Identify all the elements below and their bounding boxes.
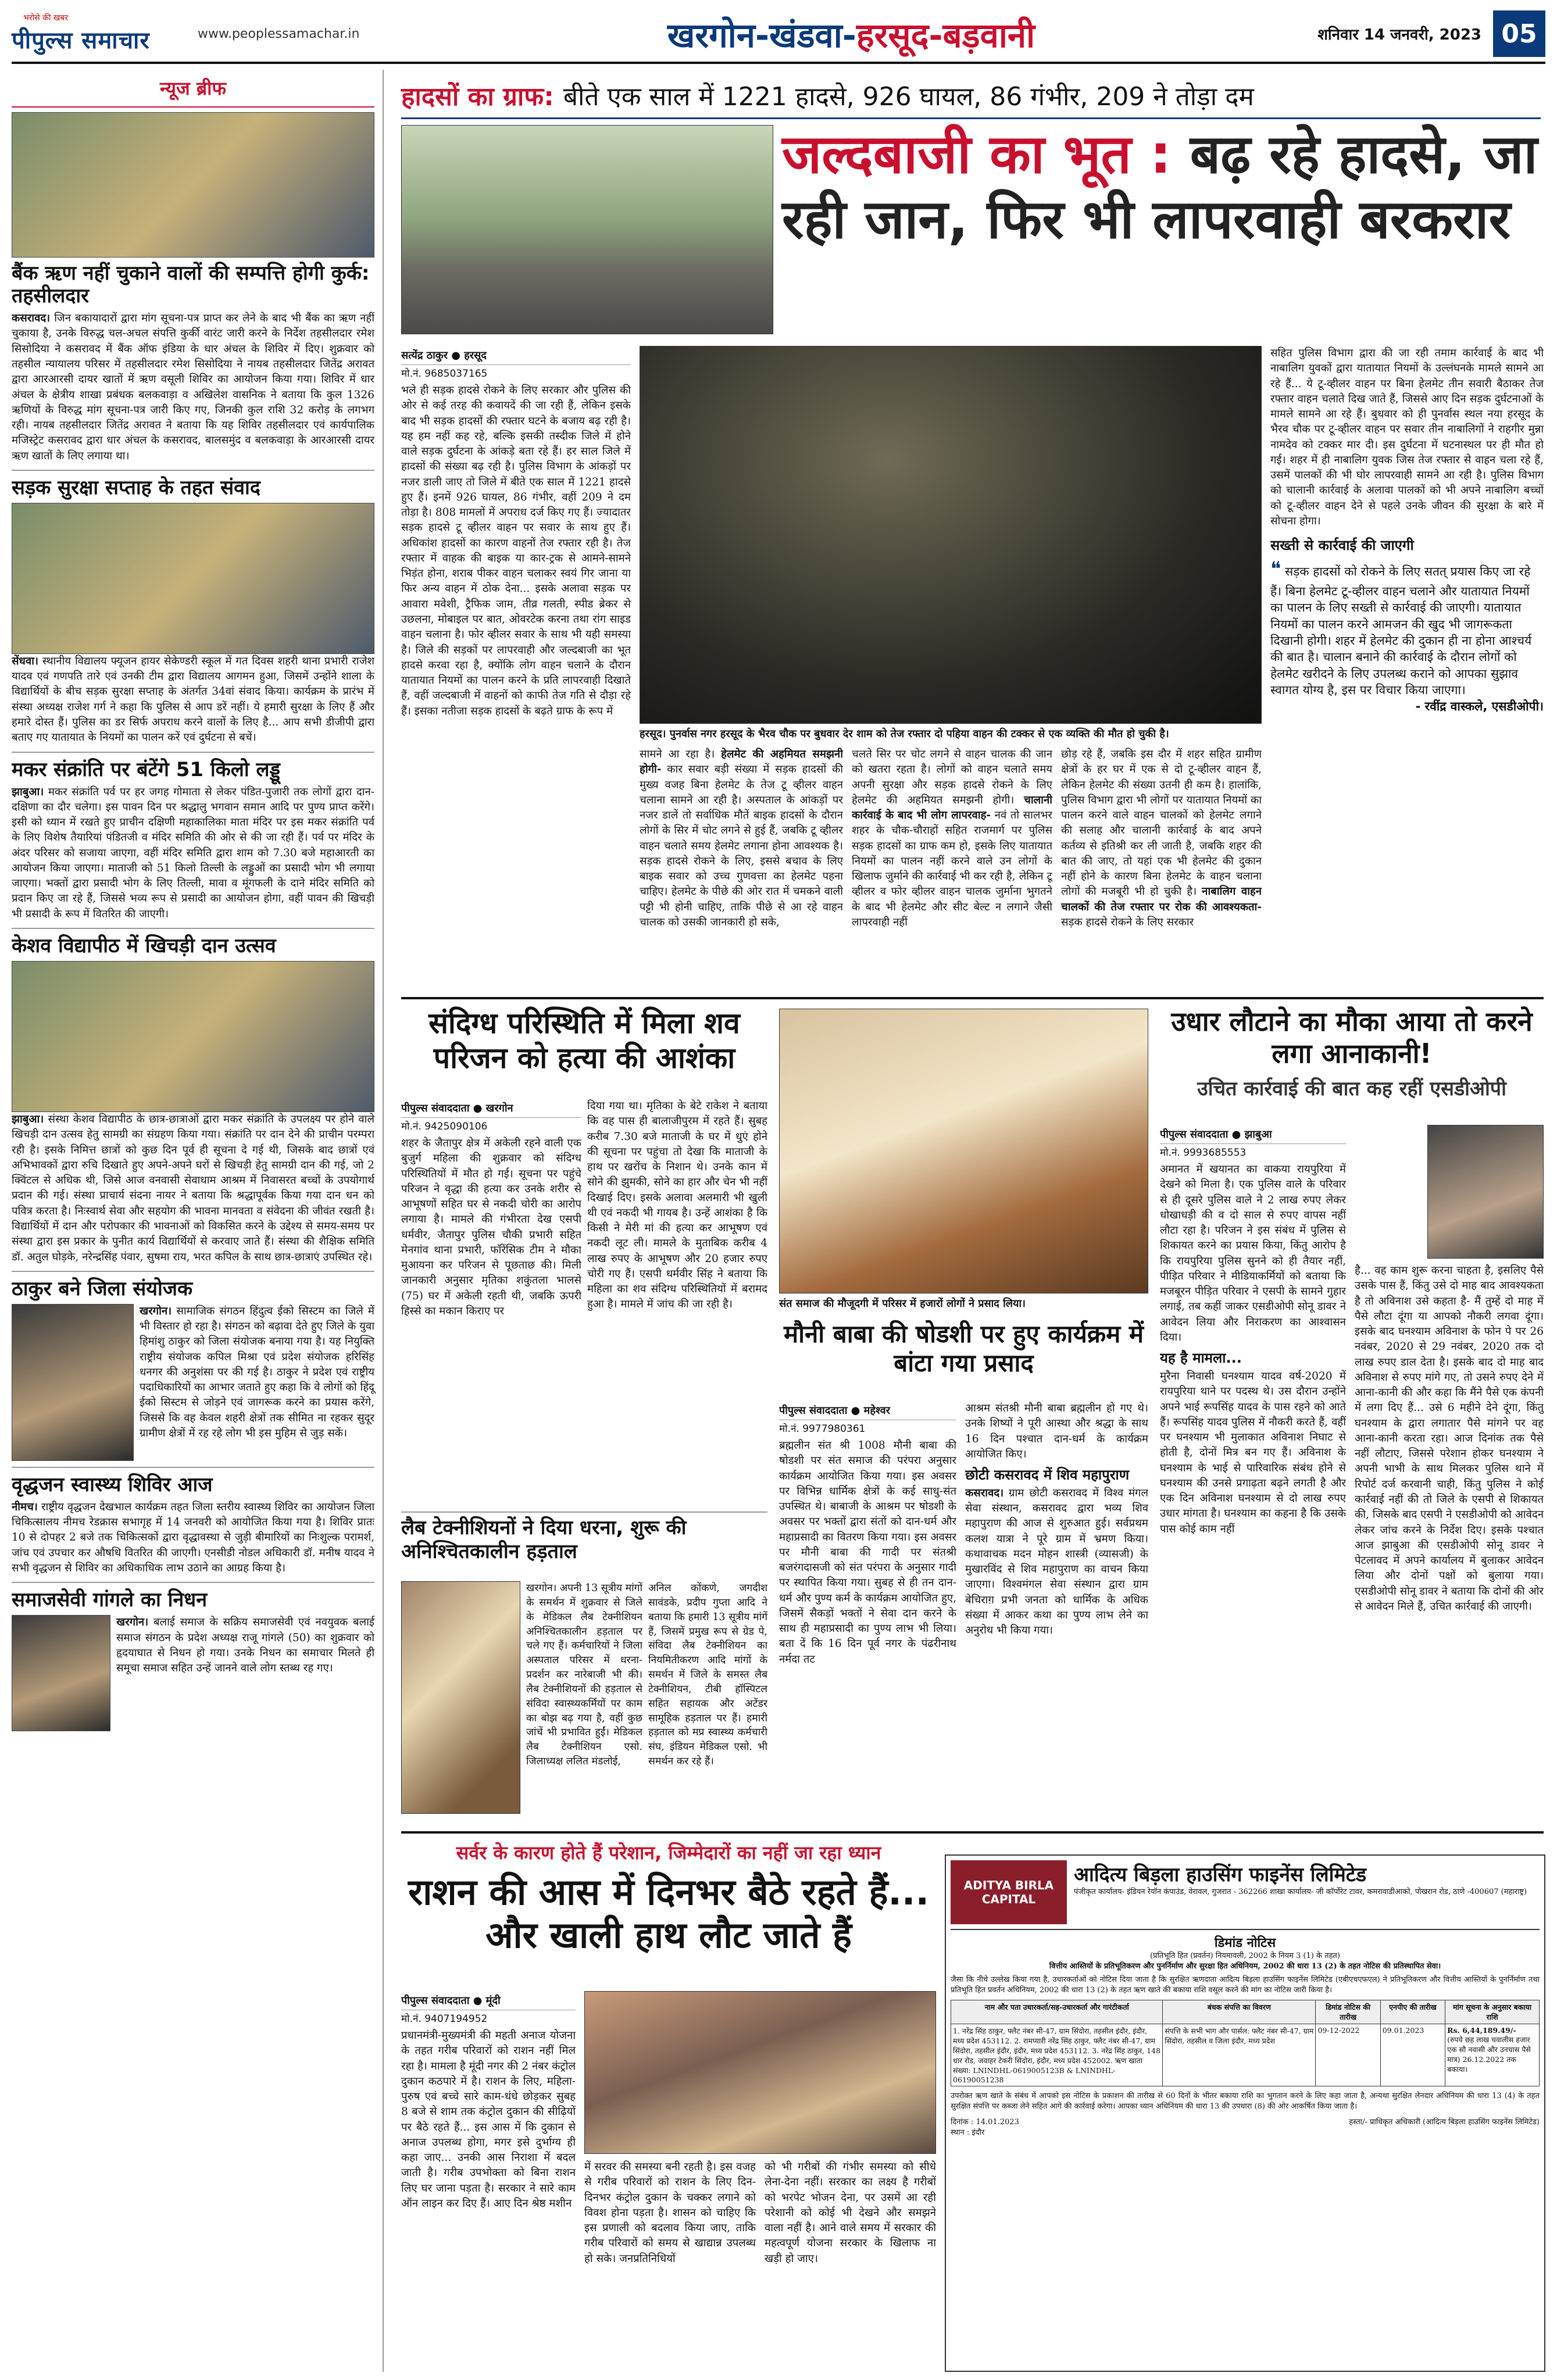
- text: छोड़ रहे हैं, जबकि इस दौर में शहर सहित ग्रामीण क्षेत्रों के हर घर में एक से दो टू-व्हीलर वाहन हैं, लेकिन हेलमेट की संख्या उतनी ही कम है। हालांकि, पुलिस विभाग द्वारा भी लोगों पर यातायात नियमों का पालन करने वाले वाहन चालकों को हेलमेट लगाने की सलाह और चालानी कार्रवाई के बाद अपने कर्तव्य से इतिश्री कर ली जाती है, जबकि शहर की बात की जाए, तो यहां एक भी हेलमेट की दुकान नहीं होने के कारण बिना हेलमेट के वाहन चलाना लोगों की मजबूरी भी हो चुकी है।: [1061, 748, 1262, 898]
- story-text: [965, 1486, 1148, 1639]
- story-text: को भी गरीबों की गंभीर समस्या को सीधे लेना-देना नहीं। सरकार का लक्ष्य है गरीबों को भरपेट भोजन देना, पर उसमें आ रही परेशानी को कोई भी देखने और समझने वाला नहीं है। आने वाले समय में सरकार की महत्वपूर्ण योजना सरकार के खिलाफ ना खड़ी हो जाए।: [765, 2161, 936, 2265]
- main-col-1: [401, 346, 631, 991]
- ad-footer: उपरोक्त ऋण खाते के संबंध में आपको इस नोटिस के प्रकाशन की तारीख से 60 दिनों के भीतर बकाया राशि का भुगतान करने के लिए कहा जाता है, अन्यथा सुरक्षित लेनदार अधिनियम की धारा 13 (4) के तहत सुरक्षित संपत्ति पर कब्जा लेने सहित आगे की कार्रवाई करेगा। आपका ध्यान अधिनियम की धारा 13 की उपधारा (8) की ओर आकर्षित किया जाता है।: [951, 2092, 1540, 2111]
- story-headline: संदिग्ध परिस्थिति में मिला शव परिजन को हत्या की आशंका: [428, 1006, 740, 1075]
- story-text: अनिल कोंकणे, जगदीश सावंडके, प्रदीप गुप्ता आदि ने बताया कि हमारी 13 सूत्रीय मांगें हैं, जिसमें प्रमुख रूप से ग्रेड पे, संविदा लैब टेक्नीशियन का नियमितीकरण आदि मांगों के समर्थन में जिले के समस्त लैब टेक्नीशियन, टीबी हॉस्पिटल सहित सहायक और अटेंडर सामूहिक हड़ताल पर हैं। हमारी हड़ताल को मप्र स्वास्थ्य कर्मचारी संघ, इंडियन मेडिकल एसो. भी समर्थन कर रहे हैं।: [648, 1582, 767, 1768]
- lab-photo-col: [401, 1581, 520, 1814]
- issue-date: शनिवार 14 जनवरी, 2023: [1317, 26, 1481, 44]
- divider: [12, 752, 374, 753]
- ad-date: दिनांक : 14.01.2023: [951, 2118, 1019, 2127]
- brief-photo-khichdi: [12, 961, 374, 1112]
- ad-sign: हस्ता/- प्राधिकृत अधिकारी (आदित्य बिड़ला हाउसिंग फाइनेंस लिमिटेड): [1349, 2118, 1540, 2127]
- story-text: अमानत में खयानत का वाकया रायपुरिया में देखने को मिला है। एक पुलिस वाले के परिवार से ही दूसरे पुलिस वाले ने 2 लाख रुपए लेकर धोखाधड़ी की व दो साल से रुपए वापस नहीं लौटा रहा है। परिजन ने इस संबंध में पुलिस से शिकायत करने का प्रयास किया, किंतु आरोप है कि रायपुरिया पुलिस सुनने को ही तैयार नहीं, पीड़ित परिवार ने मीडियाकर्मियों को बताया कि मजबूरन पीड़ित परिवार ने एसपी के सामने गुहार लगाई, तब कहीं जाकर एसडीओपी सोनू डावर ने आवेदन लिया और निराकरण का आश्वासन दिया।: [1160, 1163, 1346, 1343]
- headline-kicker: जल्दबाजी का भूत :: [782, 123, 1172, 185]
- newspaper-logo[interactable]: [12, 10, 186, 57]
- text: सामने आ रहा है।: [640, 748, 715, 760]
- brief-headline: केशव विद्यापीठ में खिचड़ी दान उत्सव: [12, 934, 276, 958]
- divider: [12, 1467, 374, 1468]
- ad-address: पंजीकृत कार्यालय- इंडियन रेयॉन कंपाउंड, वेरावल, गुजरात - 362266 शाखा कार्यालय- जी कॉर्पोरेट टावर, कमरावाडीआको, पोखरान रोड, ठाणे -400607 (महाराष्ट्र): [1074, 1888, 1527, 1896]
- story-text: प्रधानमंत्री-मुख्यमंत्री की महती अनाज योजना के तहत गरीब परिवारों को राशन नहीं मिल रहा है। मामला है मूंदी नगर की 2 नंबर कंट्रोल दुकान कठपारे में है। राशन के लिए, महिला-पुरुष एवं बच्चे सारे काम-धंधे छोड़कर सुबह 8 बजे से शाम तक कंट्रोल दुकान की सीढ़ियों पर बैठे रहते हैं... इस आस में कि दुकान से अनाज उपलब्ध होगा, मगर इसे दुर्भाग्य ही कहा जाए... उनकी आस निराशा में बदल जाती है। गरीब उपभोक्ता को बिना राशन लिए घर जाना पड़ता है। सरकार ने सारे काम ऑन लाइन कर दिए हैं। आए दिन श्रेष्ठ मशीन: [401, 2029, 576, 2210]
- ad-city: स्थान : इंदौर: [951, 2128, 985, 2137]
- byline: पीपुल्स संवाददाता ● खरगोन: [401, 1099, 581, 1118]
- section-rule: [401, 1831, 1544, 1834]
- brief-text: संस्था केशव विद्यापीठ के छात्र-छात्राओं द्वारा मकर संक्रांति के उपलक्ष्य पर होने वाले खिचड़ी दान उत्सव हेतु सामग्री का संग्रहण किया गया। संक्रांति पर दान देने की प्राचीन परम्परा रही है। इसके निमित्त छात्रों को कुछ दिन पूर्व ही सूचना दे गई थी, जिसके बाद छात्रों एवं अभिभावकों द्वारा रुचि दिखाते हुए अपने-अपने घरों से खिचड़ी हेतु सामग्री दान की गई, जो 2 क्विंटल से अधिक थी, जिसे आज वनवासी सेवाधाम आश्रम में निवासरत बच्चों के उपयोगार्थ प्रदान की गई। संस्था प्राचार्य संदना नायर ने बताया कि श्रद्धापूर्वक किया गया दान धन को पवित्र करता है। निःस्वार्थ सेवा और सहयोग की भावना मानवता व संवेदना की जीवंत रखती है। विद्यार्थियों में दान और परोपकार की भावनाओं को विकसित करने के उद्देश्य से समय-समय पर संस्था द्वारा इस प्रकार के पुनीत कार्य विद्यार्थियों से करवाए जाते हैं। संस्था की शैक्षिक समिति डॉ. अतुल घोड़के, नरेन्द्रसिंह पंवार, सुषमा राय, भरत कपिल के साथ छात्र-छात्राएं उपस्थित रहे।: [12, 1113, 374, 1263]
- section-title-part2: हरसूद-बड़वानी: [856, 15, 1035, 55]
- brief-body: [12, 1500, 374, 1576]
- reporter-mobile: मो.नं. 9407194952: [401, 2013, 488, 2025]
- main-headline: [782, 122, 1541, 331]
- ad-header: [951, 1860, 1540, 1930]
- brief-text: स्थानीय विद्यालय फ्यूजन हायर सेकेण्डरी स्कूल में गत दिवस शहरी थाना प्रभारी राजेश यादव एवं गणपति तारे एवं उनकी टीम द्वारा विद्यालय आगमन हुआ, जिसमें उन्होंने शाला के विद्यार्थियों के बीच सड़क सुरक्षा सप्ताह के अंतर्गत 34वां संवाद किया। कार्यक्रम के प्रारंभ में संस्था अध्यक्ष राजेश गर्ग ने कहा कि पुलिस से आप डरें नहीं। ये हमारी सुरक्षा के लिए हैं और हमारे दोस्त हैं। पुलिस का डर सिर्फ अपराध करने वालों के लिए है... आप सभी डीजीपी द्वारा बताए गए यातायात के नियमों का पालन करें एवं दुर्घटना से बचें।: [12, 655, 374, 744]
- mauni-col-1: [779, 1401, 956, 1820]
- news-brief-label: न्यूज ब्रीफ: [12, 70, 374, 108]
- banner-label: हादसों का ग्राफ:: [401, 81, 554, 112]
- section-title: [430, 11, 1272, 57]
- headline-text: बढ़ रहे हादसे, जा रही जान, फिर भी लापरवाही बरकरार: [782, 123, 1538, 251]
- brief-text: जिन बकायादारों द्वारा मांग सूचना-पत्र प्राप्त कर लेने के बाद भी बैंक का ऋण नहीं चुकाया है, उनके विरुद्ध चल-अचल संपत्ति कुर्की वारंट जारी करने के निर्देश तहसीलदार रमेश सिसोदिया ने कसरावद में बैंक ऑफ इंडिया के धार अंचल के शिविर में दिए। शुक्रवार को तहसील न्यायालय परिसर में तहसीलदार रमेश सिसोदिया ने नायब तहसीलदार जितेंद्र अरावत द्वारा आरआरसी दायर खातों में ऋण वसूली शिविर का आयोजन किया गया। शिविर में धार अंचल के क्षेत्रीय शाखा प्रबंधक बलकवाड़ा व अखिलेश वासनिक ने बताया कि कुल 1326 ऋणियों के विरुद्ध मांग सूचना-पत्र जारी किए गए, जिनकी कुल राशि 32 करोड़ के लगभग रही। नायब तहसीलदार जितेंद्र अरावत ने बताया कि यह शिविर तहसीलदार एवं कार्यपालिक मजिस्ट्रेट कसरावद द्वारा धार अंचल के कसरावद, बालसमुंद व बलकवाड़ा के आरआरसी दायर ऋण खातों के लिए लगाया था।: [12, 312, 374, 462]
- dateline: झाबुआ।: [12, 785, 44, 798]
- subhead: यह है मामला...: [1160, 1350, 1242, 1367]
- divider: [12, 1582, 374, 1583]
- text: नवं तो सालभर शहर के चौक-चौराहों सहित राजमार्ग पर पुलिस सड़क हादसों का ग्राफ कम हो, इसके लिए यातायात नियमों का पालन नहीं करने वाले उन लोगों के खिलाफ जुर्माने की कार्रवाई भी कर रही है, लेकिन टू व्हीलर व फोर व्हीलर वाहन चालक जुर्माना भुगतने के बाद भी हेलमेट और सीट बेल्ट न लगाने जैसी लापरवाही नहीं: [852, 809, 1052, 928]
- brief-body: [140, 1304, 374, 1461]
- lab-protest-photo: [401, 1581, 520, 1814]
- reporter-mobile: मो.नं. 9425090106: [401, 1121, 488, 1132]
- sdop-portrait-photo: [1427, 1125, 1544, 1259]
- story-text: भले ही सड़क हादसे रोकने के लिए सरकार और पुलिस की ओर से कई तरह की कवायदें की जा रही हैं, लेकिन इसके बाद भी सड़क हादसों की रफ्तार घटने के बजाय बढ़ रही है। यह हम नहीं कह रहे, बल्कि इसकी तस्दीक जिले में होने वाले सड़क दुर्घटना के आंकड़े बता रहे हैं। हर साल जिले में हादसों की संख्या बढ़ रही है। पुलिस विभाग के आंकड़ों पर नजर डाली जाए तो जिले में बीते एक साल में 1221 हादसे हुए हैं। इनमें 926 घायल, 86 गंभीर, वहीं 209 ने दम तोड़ा है। 808 मामलों में अपराध दर्ज किए गए हैं। ज्यादातर सड़क हादसे टू व्हीलर वाहन पर सवार के साथ हुए हैं। अधिकांश हादसों का कारण वाहनों तेज रफ्तार रही है। तेज रफ्तार में वाहक की बाइक या कार-ट्रक से आमने-सामने भिड़ंत होना, शराब पीकर वाहन चलाकर स्वयं गिर जाना या फिर अन्य वाहन में ठोक देना... इसके अलावा सड़क पर आवारा मवेशी, ट्रैफिक जाम, तीव्र गलती, स्पीड ब्रेकर से उछलना, मोबाइल पर बात, ओवरटेक करना तथा रांग साइड वाहन चलाना है। फोर व्हीलर सवार के साथ भी यही समस्या है। जिले की सड़कों पर लापरवाही और जल्दबाजी का भूत हादसे करवा रहा है, क्योंकि लोग वाहन चलाने के दौरान यातायात नियमों का पालन करने के प्रति लापरवाही दिखाते हैं, वहीं जल्दबाजी में वाहनों को काफी तेज गति से दौड़ा रहे हैं। इसका नतीजा सड़क हादसों के बढ़ते ग्राफ के रूप में: [401, 384, 631, 717]
- ration-col-1: [401, 1991, 576, 2372]
- text: कार सवार बड़ी संख्या में सड़क हादसों की मुख्य वजह बिना हेलमेट के तेज टू व्हीलर वाहन चलाना सामने आ रही है। अस्पताल के आंकड़ों पर नजर डालें तो सर्वाधिक मौतें बाइक हादसों के दौरान लोगों के सिर में चोट लगने से हुई हैं, जबकि टू व्हीलर वाहन चलाते समय हेलमेट लगाना होना आवश्यक है। सड़क हादसे रोकने के लिए, इससे बचाव के लिए बाइक सवार को उच्च गुणवत्ता का हेलमेट पहना चाहिए। हेलमेट के पीछे की ओर रात में चमकने वाली पट्टी भी होनी चाहिए, ताकि पीछे से आ रहे वाहन चालक को उसकी जानकारी हो सके,: [640, 763, 843, 928]
- dateline: झाबुआ।: [12, 1113, 44, 1126]
- ad-col-header: नाम और पता उधारकर्ता/सह-उधारकर्ता और गारंटीकर्ता: [951, 2000, 1163, 2024]
- brief-photo-bank-camp: [12, 112, 374, 258]
- text: सड़क हादसे रोकने के लिए सरकार: [1061, 916, 1194, 928]
- udhar-col-2: [1355, 1125, 1544, 1822]
- story-headline: लैब टेक्नीशियनों ने दिया धरना, शुरू की अनिश्चितकालीन हड़ताल: [401, 1516, 687, 1563]
- udhar-story-head: [1160, 1006, 1544, 1122]
- demand-notice-advertisement: [945, 1854, 1545, 2372]
- ad-intro: जैसा कि नीचे उल्लेख किया गया है, उधारकर्ताओं को नोटिस दिया जाता है कि सुरक्षित ऋणदाता आदित्य बिड़ला हाउसिंग फाइनेंस लिमिटेड (एबीएचएफएल) ने प्रतिभूतिकरण और वित्तीय आस्तियों के पुनर्निर्माण तथा प्रतिभूति हित प्रवर्तन अधिनियम, 2002 की धारा 13 (2) के तहत ऋण खाते की बकाया राशि वसूल करने की मांग का नोटिस जारी किया है।: [951, 1975, 1540, 1995]
- brief-body: [116, 1615, 374, 1731]
- mauni-baba-event-photo: [779, 1009, 1148, 1293]
- ad-header-text: [1074, 1860, 1527, 1924]
- reporter-mobile: मो.नं. 9993685553: [1160, 1147, 1247, 1159]
- brief-text: सामाजिक संगठन हिंदुत्व ईको सिस्टम का जिले में भी विस्तार हो रहा है। संगठन को बढ़ावा देते हुए जिले के युवा हिमांशु ठाकुर को जिला संयोजक बनाया गया है। यह नियुक्ति राष्ट्रीय संयोजक कपिल मिश्रा एवं प्रदेश संयोजक हरिसिंह धनगर की अनुशंसा पर की गई है। ठाकुर ने प्रदेश एवं राष्ट्रीय पदाधिकारियों का आभार जताते हुए कहा कि वे लोगों को हिंदू ईको सिस्टम से जोड़ने एवं जागरूक करने का प्रयास करेंगे, जिससे कि वह केवल शहरी क्षेत्रों तक सीमित ना रहकर सुदूर ग्रामीण क्षेत्रों में रह रहे लोग भी इस मुहिम से जुड़ सकें।: [140, 1305, 374, 1439]
- ad-table-header: [951, 2000, 1540, 2024]
- table-row: [951, 2024, 1540, 2086]
- brief-photo-road-safety: [12, 503, 374, 654]
- ad-cell-date: 09-12-2022: [1316, 2024, 1380, 2086]
- story-text: [1061, 747, 1262, 930]
- body-story-head: [401, 1006, 767, 1093]
- story-text: आश्रम संतश्री मौनी बाबा ब्रह्मलीन हो गए थे। उनके शिष्यों ने पूरी आस्था और श्रद्धा के साथ 16 दिन पश्चात दान-धर्म के कार्यक्रम आयोजित किए।: [965, 1402, 1148, 1460]
- ad-company-name: आदित्य बिड़ला हाउसिंग फाइनेंस लिमिटेड: [1074, 1863, 1367, 1886]
- ad-cell-amount: [1445, 2024, 1540, 2086]
- ration-col-2: [584, 2160, 756, 2372]
- page-number: 05: [1493, 10, 1545, 57]
- ad-table: [951, 2000, 1540, 2086]
- story-headline: मौनी बाबा की षोडशी पर हुए कार्यक्रम में बांटा गया प्रसाद: [784, 1320, 1144, 1378]
- lab-story-head: [401, 1511, 767, 1575]
- brief-text: मकर संक्रांति पर्व पर हर जगह गोमाता से लेकर पंडित-पुजारी तक लोगों द्वारा दान-दक्षिणा का दौर चलेगा। इस पावन दिन पर श्रद्धालु भगवान समान आदि पर पुण्य प्राप्त करेंगे। इसी को ध्यान में रखते हुए प्राचीन दक्षिणी महाकालिका माता मंदिर पर इस मकर संक्रांति पर्व के लिए विशेष तैयारियां पंडितजी व मंदिर समिति की ओर से की जा रही हैं। पर्व पर मंदिर के अंदर परिसर को सजाया जाएगा, वहीं मंदिर समिति द्वारा शाम को 7.30 बजे महाआरती का आयोजन किया जाएगा। माताजी को 51 किलो तिल्ली के लड्डुओं का प्रसादी भोग भी लगाया जाएगा। भक्तों द्वारा प्रसादी भोग के लिए तिल्ली, मावा व मूंगफली के दाने मंदिर समिति को प्रदान किए जा रहे हैं, जिससे भव्य रूप से प्रसादी का आयोजन होगा, वहीं पावन की खिचड़ी भी प्रसादी के रूप में वितरित की जाएगी।: [12, 785, 374, 920]
- brief-body: [12, 311, 374, 464]
- ad-col-header: डिमांड नोटिस की तारीख: [1316, 2000, 1380, 2024]
- subhead: छोटी कसरावद में शिव महापुराण: [965, 1467, 1130, 1484]
- subhead: नाबालिग वाहन चालकों की तेज रफ्तार पर रोक की आवश्यकता-: [1061, 885, 1262, 913]
- story-text: सहित पुलिस विभाग द्वारा की जा रही तमाम कार्रवाई के बाद भी नाबालिग युवकों द्वारा यातायात नियमों के उल्लंघनके मामले सामने आ रहे हैं... ये टू-व्हीलर वाहन पर बिना हेलमेट तीन सवारी बैठाकर तेज रफ्तार वाहन चलाते दिख जाते हैं, जिससे आए दिन सड़क दुर्घटनाओं के मामले सामने आ रहे हैं। बुधवार को ही पुनर्वास स्थल नया हरसूद के भैरव चौक पर टू-व्हीलर वाहन पर सवार तीन नाबालिगों ने राहगीर मुन्ना नामदेव को टक्कर मार दी। इस दुर्घटना में घटनास्थल पर ही मौत हो गई। शहर में ही नाबालिग युवक जिस तेज रफ्तार से वाहन चला रहे हैं, उसमें पालकों की भी घोर लापरवाही सामने आ रही है। पुलिस विभाग को चालानी कार्रवाई के अलावा पालकों को भी अपने नाबालिग बच्चों को टू-व्हीलर वाहन देने से पहले उनके जीवन की सुरक्षा के बारे में सोचना होगा।: [1270, 347, 1544, 527]
- story-text: [640, 747, 843, 930]
- ration-story-head: [401, 1840, 936, 1985]
- story-text: ब्रह्मलीन संत श्री 1008 मौनी बाबा की षोडशी पर संत समाज की परंपरा अनुसार कार्यक्रम आयोजित किया गया। इस अवसर पर विभिन्न धार्मिक क्षेत्रों के कई साधु-संत उपस्थित थे। बाबाजी के आश्रम पर षोडशी के अवसर पर भक्तों द्वारा संतों को दान-धर्म और महाप्रसादी का वितरण किया गया। इस अवसर पर मौनी बाबा की गादी पर संतश्री बजरंगदासजी को संत परंपरा के अनुसार गादी पर स्थापित किया गया। सुबह से ही तन दान-धर्म और पुण्य कर्म के कार्यक्रम आयोजित हुए, जिसमें सैकड़ों भक्तों ने सेवा दान करने के साथ ही महाप्रसादी का पुण्य लाभ भी लिया। बता दें कि 16 दिन पूर्व नगर के पंढरीनाथ नर्मदा तट: [779, 1439, 956, 1666]
- story-text: में सरवर की समस्या बनी रहती है। इस वजह से गरीब परिवारों को राशन के लिए दिन-दिनभर कंट्रोल दुकान के चक्कर लगाने को विवश होना पड़ता है। शासन को चाहिए कि इस प्रणाली को बदलाव किया जाए, ताकि गरीब परिवारों को समय से खाद्यान्न उपलब्ध हो सके। जनप्रतिनिधियों: [584, 2161, 756, 2265]
- portrait-photo: [12, 1304, 134, 1461]
- lab-col-1: [526, 1581, 642, 1814]
- quote-text: सड़क हादसों को रोकने के लिए सतत् प्रयास किए जा रहे हैं। बिना हेलमेट टू-व्हीलर वाहन चलाने और यातायात नियमों का पालन के लिए सख्ती से कार्रवाई की जाएगी। यातायात नियमों का पालन करने आमजन की खुद भी जागरूकता दिखानी होगी। शहर में हेलमेट की दुकान ही ना होना आश्चर्य की बात है। चालान बनाने की कार्रवाई के दौरान लोगों को हेलमेट खरीदने के लिए उपलब्ध कराने को आपका सुझाव स्वागत योग्य है, इस पर विचार किया जाएगा।: [1270, 564, 1532, 697]
- ad-notice-line: वित्तीय आस्तियों के प्रतिभूतिकरण और पुनर्निर्माण और सुरक्षा हित अधिनियम, 2002 की धारा 13 (2) के तहत नोटिस की प्रतिस्थापित सेवा।: [1049, 1961, 1441, 1971]
- brief-body: [12, 1112, 374, 1265]
- body-col-1: [401, 1099, 581, 1506]
- reporter-mobile: मो.नं. 9685037165: [401, 368, 488, 380]
- ad-notice-title: डिमांड नोटिस: [1214, 1936, 1276, 1950]
- aditya-birla-logo: ADITYA BIRLA CAPITAL: [951, 1860, 1067, 1924]
- section-title-part1: खरगोन-खंडवा-: [667, 15, 856, 55]
- text: ग्राम छोटी कसरावद में विश्व मंगल सेवा संस्थान, कसरावद द्वारा भव्य शिव महापुराण की आज से शुरुआत हुई। सर्वप्रथम कलश यात्रा ने पूरे ग्राम में भ्रमण किया। कथावाचक मदन मोहन शास्त्री (व्यासजी) के मुखारविंद से शिव महापुराण का वाचन किया जाएगा। विश्वमंगल सेवा संस्थान द्वारा ग्राम बेचिराग़ प्रभी जनता को धार्मिक के अधिक संख्या में आकर कथा का पुण्य लाभ लेने का अनुरोध भी किया गया।: [965, 1486, 1148, 1637]
- mauni-col-2: [965, 1401, 1148, 1820]
- ad-place-date: [951, 2117, 1019, 2138]
- ad-cell-borrower: 1. नरेंद्र सिंह ठाकुर, फ्लैट नंबर सी-47, ग्राम सिंदोरा, तहसील इंदौर, इंदौर, मध्य प्रदेश 453112. 2. रामप्यारी नरेंद्र सिंह ठाकुर, फ्लैट नंबर सी-47, ग्राम सिंदोरा, तहसील इंदौर, इंदौर, मध्य प्रदेश 453112. 3. नरेंद्र सिंह ठाकुर, 148 धार रोड, जवाहर टेकरी सिंदोरा, इंदौर, मध्य प्रदेश 452002. ऋण खाता संख्या: LNINDHL-0619005123B & LNINDHL-06190051238: [951, 2024, 1163, 2086]
- subhead: चालानी कार्रवाई के बाद भी लोग लापरवाह-: [852, 794, 1052, 822]
- brief-headline: वृद्धजन स्वास्थ्य शिविर आज: [12, 1473, 213, 1496]
- brief-headline: मकर संक्रांति पर बंटेंगे 51 किलो लड्डू: [12, 757, 280, 781]
- main-col-2: [640, 747, 843, 991]
- quote-icon: ❝: [1270, 557, 1281, 581]
- officer-quote: [1270, 556, 1544, 698]
- photo-caption: हरसूद। पुनर्वास नगर हरसूद के भैरव चौक पर बुधवार देर शाम को तेज रफ्तार दो पहिया वाहन की टक्कर से एक व्यक्ति की मौत हो चुकी है।: [640, 727, 1262, 744]
- website-url[interactable]: www.peoplessamachar.in: [198, 26, 360, 41]
- brief-text: बलाई समाज के सक्रिय समाजसेवी एवं नवयुवक बलाई समाज संगठन के प्रदेश अध्यक्ष राजू गांगले (50) का शुक्रवार को हृदयाघात से निधन हो गया। उनके निधन का समाचार मिलते ही समूचा समाज सहित उन्हें जानने वाले लोग स्तब्ध रह गए।: [116, 1616, 374, 1675]
- brief-body: [12, 785, 374, 922]
- text: चलते सिर पर चोट लगने से वाहन चालक की जान को खतरा रहता है। लोगों को वाहन चलाते समय अपनी सुरक्षा और सड़क हादसे रोकने के लिए हेलमेट की अहमियत समझनी होगी।: [852, 748, 1052, 806]
- brief-body: [12, 654, 374, 746]
- ration-queue-photo: [584, 1991, 936, 2154]
- story-text: है... वह काम शुरू करना चाहता है, इसलिए पैसे उसके पास हैं, किंतु उसे दो माह बाद आवश्यकता है तो अविनाश उसे कहता है- मैं तुम्हें दो माह में पैसे लौटा दूंगा या आपको नौकरी लगवा दूंगा। इसके बाद घनश्याम अविनाश के फोन पे पर 26 नवंबर, 2020 से 29 नवंबर, 2020 तक दो लाख रुपए डाल देता है। इसके बाद दो माह बाद अविनाश से रुपए मांगे गए, तो उसने रुपए देने में आना-कानी की और कहा कि मैंने पैसे एक कंपनी में लगा दिए हैं... उसे 6 महीने देने दूंगा, किंतु घनश्याम के द्वारा लगातार पैसे मांगने पर वह आना-कानी करता रहा। आज दिनांक तक पैसे नहीं लौटाए, जिससे परेशान होकर घनश्याम ने अपनी भाभी के साथ मिलकर पुलिस थाने में रिपोर्ट दर्ज करवानी चाही, किंतु पुलिस ने कोई कार्रवाई नहीं की तो जिले के एसपी से शिकायत की, जिसके बाद एसपी ने एसडीओपी को आवेदन लेकर जांच करने के निर्देश दिए। इसके पश्चात आज झाबुआ की एसडीओपी सोनू डावर ने पेटलावद में अपने कार्यालय में बुलाकर आवेदन लिया और दोनों पक्षों को बुलाया गया। एसडीओपी सोनू डावर ने बताया कि दोनों की ओर से आवेदन मिले हैं, उचित कार्रवाई की जाएगी।: [1355, 1264, 1544, 1613]
- subhead: हेलमेट की अहमियत समझनी होगी-: [640, 748, 843, 776]
- lab-col-2: [648, 1581, 767, 1814]
- obituary-portrait-photo: [12, 1615, 110, 1731]
- brief-row: [12, 1615, 374, 1731]
- banner-text: बीते एक साल में 1221 हादसे, 926 घायल, 86 गंभीर, 209 ने तोड़ा दम: [563, 81, 1254, 112]
- udhar-col-1: [1160, 1125, 1346, 1822]
- body-col-2: [587, 1099, 767, 1506]
- crashed-motorcycle-photo: [401, 125, 773, 334]
- story-deck: उचित कार्रवाई की बात कह रहीं एसडीओपी: [1197, 1077, 1506, 1101]
- dateline: कसरावद।: [965, 1486, 1004, 1499]
- divider: [12, 928, 374, 929]
- dateline: खरगोन।: [116, 1616, 149, 1629]
- photo-caption: संत समाज की मौजूदगी में परिसर में हजारों लोगों ने प्रसाद लिया।: [779, 1296, 1148, 1314]
- quote-sign: - रवींद्र वास्कले, एसडीओपी।: [1415, 699, 1544, 714]
- brief-headline: ठाकुर बने जिला संयोजक: [12, 1277, 193, 1300]
- reporter-mobile: मो.नं. 9977980361: [779, 1423, 866, 1435]
- amount-note: (रुपये छह लाख चवालीस हजार एक सौ नवासी और उनचास पैसे मात्र) 26.12.2022 तक बकाया।: [1447, 2035, 1531, 2074]
- dateline: कसरावद।: [12, 312, 51, 325]
- story-text: शहर के जैतापुर क्षेत्र में अकेली रहने वाली एक बुजुर्ग महिला की शुक्रवार को संदिग्ध परिस्थितियों में मौत हो गई। सूचना पर पहुंचे परिजन ने वृद्धा की हत्या कर उनके शरीर से आभूषणों सहित घर से नकदी चोरी का आरोप लगाया है। मामले की गंभीरता देख एसपी धर्मवीर, जैतापुर पुलिस चौकी प्रभारी सहित मेनगांव थाना प्रभारी, फॉरेंसिक टीम ने मौका मुआयना कर परिजन से पूछताछ की। मिली जानकारी अनुसार मृतिका शकुंतला भालसे (75) घर में अकेली रहती थी, जबकि ऊपरी हिस्से का मकान किराए पर: [401, 1137, 581, 1317]
- accident-graph-banner: [401, 73, 1541, 119]
- ad-cell-npa: 09.01.2023: [1380, 2024, 1445, 2086]
- logo-name: पीपुल्स समाचार: [12, 27, 150, 54]
- amount: Rs. 6,44,189.49/-: [1447, 2026, 1516, 2035]
- story-headline: उधार लौटाने का मौका आया तो करने लगा आनाकानी!: [1171, 1006, 1533, 1070]
- ad-notice-header: [951, 1934, 1540, 1971]
- logo-tagline: भरोसे की खबर: [23, 13, 69, 23]
- ad-col-header: मांग सूचना के अनुसार बकाया राशि: [1445, 2000, 1540, 2024]
- divider: [12, 1271, 374, 1272]
- news-brief-column: [12, 70, 384, 2372]
- story-text: खरगोन। अपनी 13 सूत्रीय मांगों के समर्थन में शुक्रवार से जिले के मेडिकल लैब टेक्नीशियन अनिश्चितकालीन हड़ताल पर चले गए हैं। कर्मचारियों ने जिला अस्पताल परिसर में धरना-प्रदर्शन कर नारेबाजी भी की। लैब टेक्नीशियनों की हड़ताल से संविदा स्वास्थ्यकर्मियों पर काम का बोझ बढ़ गया है, वहीं कुछ जांचें भी प्रभावित हुईं। मेडिकल लैब टेक्नीशियन एसो. जिलाध्यक्ष ललित मंडलोई,: [526, 1582, 642, 1768]
- ad-sign-row: [951, 2117, 1540, 2138]
- brief-headline: सड़क सुरक्षा सप्ताह के तहत संवाद: [12, 476, 260, 499]
- byline: पीपुल्स संवाददाता ● झाबुआ: [1160, 1125, 1346, 1144]
- main-col-5: [1270, 346, 1544, 991]
- section-rule: [401, 997, 1544, 999]
- brief-text: राष्ट्रीय वृद्धजन देखभाल कार्यक्रम तहत जिला स्तरीय स्वास्थ्य शिविर का आयोजन जिला चिकित्सालय नीमच रेडक्रास सभागृह में 14 जनवरी को आयोजित किया गया है। शिविर प्रातः 10 से दोपहर 2 बजे तक चिकित्सकों द्वारा वृद्धावस्था से जुड़ी बीमारियों का निःशुल्क परामर्श, जांच एवं उपचार कर औषधि वितरित की जाएगी। एनसीडी नोडल अधिकारी डॉ. मनीष यादव ने सभी वृद्धजन से शिविर का अधिकाधिक लाभ उठाने का आग्रह किया है।: [12, 1500, 374, 1575]
- mauni-story-head: [779, 1320, 1148, 1395]
- ad-notice-subtitle: (प्रतिभूति हित (प्रवर्तन) नियमावली, 2002 के नियम 3 (1) के तहत): [1150, 1952, 1340, 1960]
- ad-col-header: बंधक संपत्ति का विवरण: [1163, 2000, 1316, 2024]
- dateline: सेंधवा।: [12, 655, 38, 667]
- story-text: मुरैना निवासी घनश्याम यादव वर्ष-2020 में रायपुरिया थाने पर पदस्थ थे। उस दौरान उन्होंने अपने भाई रूपसिंह यादव के पास रहने को आते हैं। रूपसिंह यादव पुलिस में नौकरी करते हैं, वहीं पर घनश्याम भी मुलाकात अविनाश निघाट से होती है, दोनों मित्र बन गए हैं। अविनाश के घनश्याम के भाई से पारिवारिक संबंध होने से घनश्याम की उनसे प्रगाढ़ता बढ़ने लगती है और एक दिन अविनाश घनश्याम से दो लाख रुपए उधार मांगता है। घनश्याम का कहना है कि उसके पास कोई काम नहीं: [1160, 1370, 1346, 1535]
- story-headline: राशन की आस में दिनभर बैठे रहते हैं... और खाली हाथ लौट जाते हैं: [408, 1871, 930, 1957]
- story-kicker: सर्वर के कारण होते हैं परेशान, जिम्मेदारों का नहीं जा रहा ध्यान: [456, 1842, 881, 1864]
- byline: पीपुल्स संवाददाता ● मूंदी: [401, 1991, 576, 2010]
- masthead: [12, 6, 1545, 64]
- ad-col-header: एनपीए की तारीख: [1380, 2000, 1445, 2024]
- accident-scene-night-photo: [640, 346, 1262, 724]
- main-col-3: [852, 747, 1052, 991]
- byline: पीपुल्स संवाददाता ● महेश्वर: [779, 1401, 956, 1420]
- subhead: सख्ती से कार्रवाई की जाएगी: [1270, 537, 1414, 554]
- divider: [12, 470, 374, 471]
- dateline: खरगोन।: [140, 1305, 172, 1317]
- brief-row: [12, 1304, 374, 1461]
- brief-headline: समाजसेवी गांगले का निधन: [12, 1588, 208, 1612]
- dateline: नीमच।: [12, 1500, 38, 1513]
- story-text: दिया गया था। मृतिका के बेटे राकेश ने बताया कि वह पास ही बालाजीपुरम में रहते हैं। सुबह करीब 7.30 बजे माताजी के घर में धुएं होने की सूचना पर पहुंचा तो देखा कि माताजी के हाथ पर खरोंच के निशान थे। उनके कान में सोने की झुमकी, सोने का हार और चेन भी नहीं दिखाई दिए। इसके अलावा अलमारी भी खुली थी एवं नकदी भी गायब है। उन्हें आशंका है कि किसी ने मेरी मां की हत्या कर आभूषण एवं नकदी लूट ली। मामले के मुताबिक करीब 4 लाख रुपए के आभूषण और 20 हजार रुपए चोरी गए हैं। एसपी धर्मवीर सिंह ने बताया कि महिला का शव संदिग्ध परिस्थितियों में बरामद हुआ है। मामले में जांच की जा रही है।: [587, 1100, 767, 1311]
- main-col-4: [1061, 747, 1262, 991]
- ad-cell-property: संपत्ति के सभी भाग और पार्सल: फ्लैट नंबर सी-47, ग्राम सिंदोरा, तहसील व जिला इंदौर, मध्य प्रदेश: [1163, 2024, 1316, 2086]
- byline: सत्येंद्र ठाकुर ● हरसूद: [401, 346, 631, 365]
- brief-headline: बैंक ऋण नहीं चुकाने वालों की सम्पत्ति होगी कुर्क: तहसीलदार: [12, 262, 370, 308]
- story-text: [852, 747, 1052, 930]
- ration-col-3: [765, 2160, 936, 2372]
